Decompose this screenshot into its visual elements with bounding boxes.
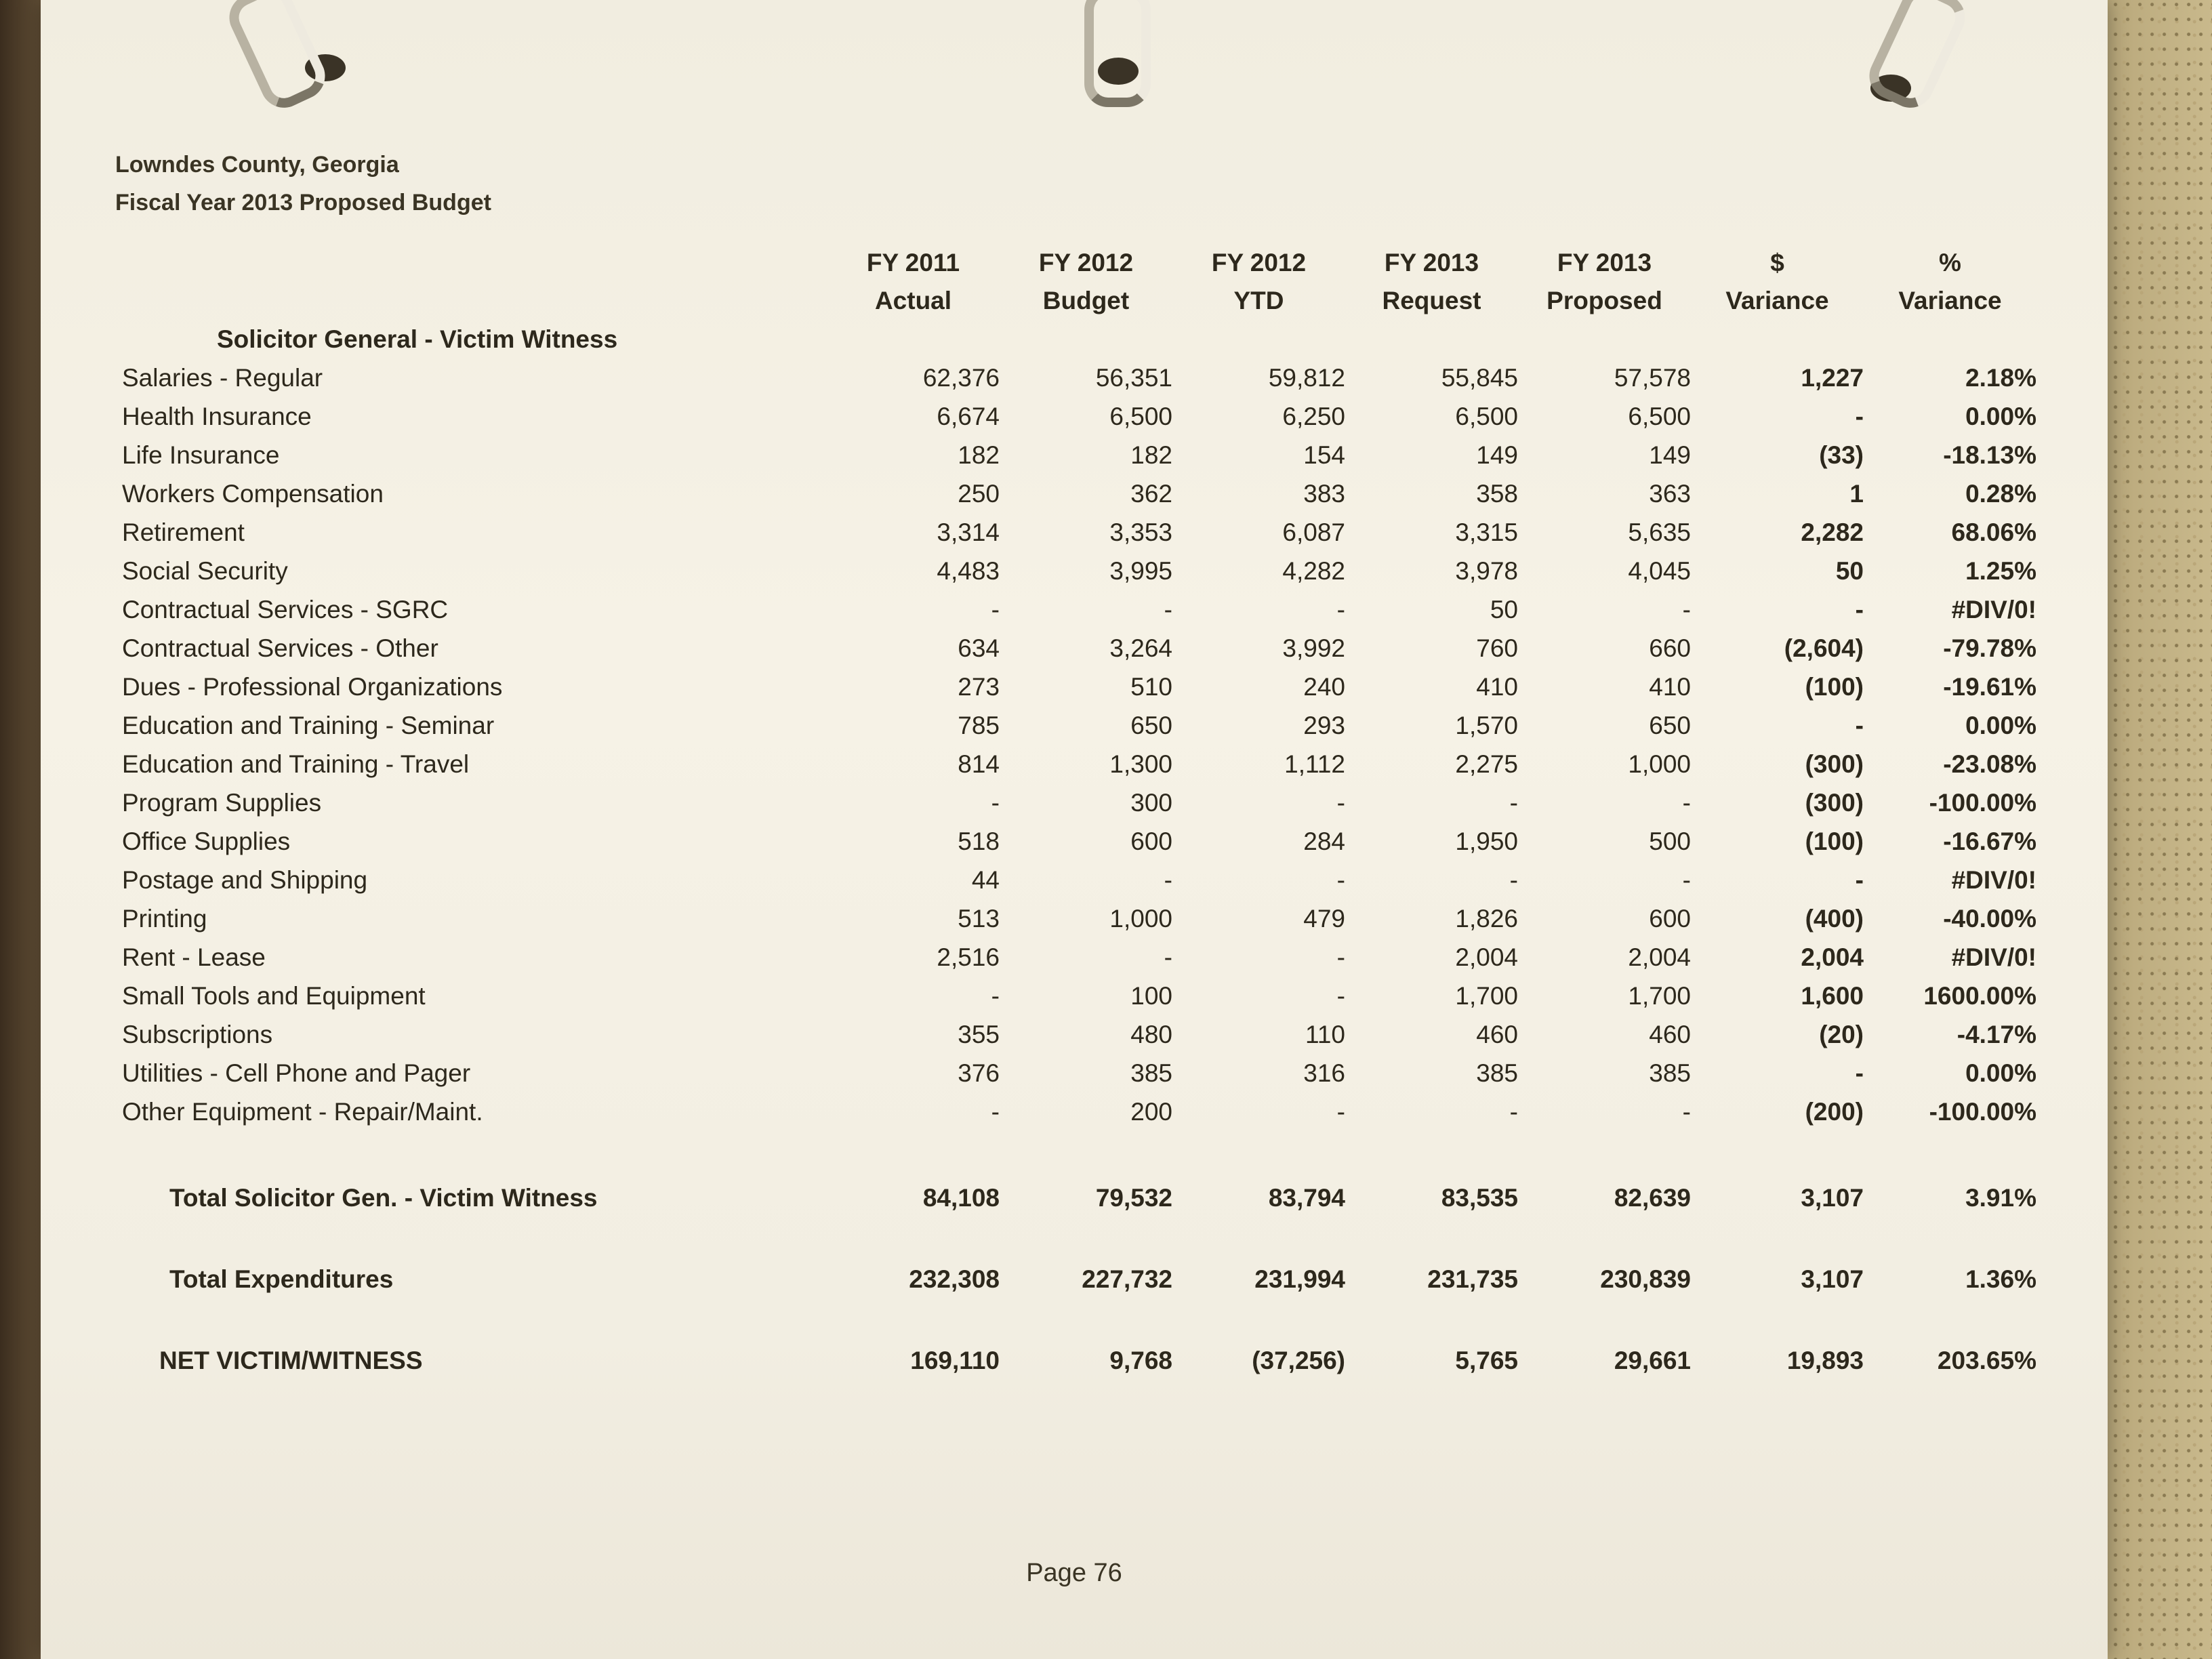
value-cell: 513 — [958, 904, 1000, 933]
page-number: Page 76 — [1026, 1559, 1122, 1587]
value-cell: -16.67% — [1943, 827, 2036, 855]
value-cell: 79,532 — [1095, 1184, 1172, 1212]
value-cell: 1,826 — [1455, 904, 1518, 933]
value-cell: 19,893 — [1786, 1347, 1864, 1374]
table-row — [122, 977, 2036, 1015]
value-cell: 6,087 — [1282, 518, 1345, 546]
value-cell: 660 — [1649, 634, 1691, 662]
value-cell: 410 — [1649, 672, 1691, 701]
value-cell: 284 — [1303, 827, 1345, 855]
value-cell: 3,314 — [937, 518, 1000, 546]
line-item-label: Education and Training - Travel — [122, 750, 470, 778]
value-cell: 6,500 — [1109, 402, 1172, 430]
table-row — [122, 513, 2036, 552]
value-cell: 760 — [1476, 634, 1518, 662]
line-item-label: Health Insurance — [122, 402, 312, 430]
line-item-label: Workers Compensation — [122, 479, 384, 508]
value-cell: 231,735 — [1427, 1265, 1518, 1293]
value-cell: 50 — [1490, 595, 1518, 623]
value-cell: (37,256) — [1252, 1347, 1345, 1374]
value-cell: 2,275 — [1455, 750, 1518, 778]
value-cell: (300) — [1805, 750, 1864, 778]
line-item-label: Postage and Shipping — [122, 865, 368, 894]
value-cell: 250 — [958, 479, 1000, 508]
value-cell: 55,845 — [1441, 363, 1518, 392]
value-cell: 3,992 — [1282, 634, 1345, 662]
value-cell: -18.13% — [1943, 441, 2036, 469]
value-cell: 203.65% — [1937, 1347, 2036, 1374]
value-cell: 56,351 — [1095, 363, 1172, 392]
value-cell: -19.61% — [1943, 672, 2036, 701]
value-cell: 230,839 — [1600, 1265, 1691, 1293]
value-cell: 5,765 — [1455, 1347, 1518, 1374]
value-cell: 84,108 — [922, 1184, 1000, 1212]
column-header: $ Variance — [1725, 249, 1829, 314]
value-cell: - — [1682, 865, 1691, 894]
total-row — [122, 1294, 2036, 1375]
value-cell: 68.06% — [1951, 518, 2036, 546]
binder-ring — [1084, 0, 1151, 107]
table-row — [122, 590, 2036, 629]
value-cell: 316 — [1303, 1059, 1345, 1087]
value-cell: -40.00% — [1943, 904, 2036, 933]
value-cell: 480 — [1130, 1020, 1172, 1048]
table-row — [122, 938, 2036, 977]
value-cell: 57,578 — [1614, 363, 1691, 392]
value-cell: #DIV/0! — [1951, 865, 2036, 894]
value-cell: 814 — [958, 750, 1000, 778]
line-item-label: Office Supplies — [122, 827, 291, 855]
value-cell: #DIV/0! — [1951, 595, 2036, 623]
value-cell: 29,661 — [1614, 1347, 1691, 1374]
value-cell: 3,978 — [1455, 556, 1518, 585]
value-cell: 1,700 — [1628, 981, 1691, 1010]
value-cell: (20) — [1819, 1020, 1864, 1048]
value-cell: 59,812 — [1268, 363, 1345, 392]
value-cell: - — [1164, 595, 1172, 623]
value-cell: 0.00% — [1965, 402, 2036, 430]
document-header — [115, 146, 491, 222]
value-cell: 362 — [1130, 479, 1172, 508]
value-cell: 4,045 — [1628, 556, 1691, 585]
value-cell: - — [991, 981, 1000, 1010]
value-cell: - — [991, 788, 1000, 817]
value-cell: 1,000 — [1109, 904, 1172, 933]
column-header-row — [122, 244, 2036, 320]
table-row — [122, 706, 2036, 745]
table-row — [122, 783, 2036, 822]
value-cell: 6,500 — [1455, 402, 1518, 430]
table-row — [122, 397, 2036, 436]
value-cell: 2,282 — [1801, 518, 1864, 546]
value-cell: (2,604) — [1784, 634, 1864, 662]
value-cell: 154 — [1303, 441, 1345, 469]
line-item-label: Small Tools and Equipment — [122, 981, 426, 1010]
value-cell: -100.00% — [1929, 788, 2036, 817]
value-cell: 4,483 — [937, 556, 1000, 585]
value-cell: - — [1855, 711, 1864, 739]
binder-ring — [222, 0, 333, 115]
table-row — [122, 899, 2036, 938]
value-cell: 9,768 — [1109, 1347, 1172, 1374]
value-cell: 3.91% — [1965, 1184, 2036, 1212]
value-cell: - — [1509, 865, 1518, 894]
value-cell: 2,516 — [937, 943, 1000, 971]
table-row — [122, 474, 2036, 513]
value-cell: 3,315 — [1455, 518, 1518, 546]
value-cell: 376 — [958, 1059, 1000, 1087]
value-cell: 0.28% — [1965, 479, 2036, 508]
county-name: Lowndes County, Georgia — [115, 152, 399, 178]
line-item-label: Subscriptions — [122, 1020, 273, 1048]
budget-page — [41, 0, 2108, 1659]
value-cell: 3,264 — [1109, 634, 1172, 662]
value-cell: 83,535 — [1441, 1184, 1518, 1212]
value-cell: (33) — [1819, 441, 1864, 469]
value-cell: -23.08% — [1943, 750, 2036, 778]
value-cell: 650 — [1649, 711, 1691, 739]
value-cell: 3,353 — [1109, 518, 1172, 546]
table-row — [122, 745, 2036, 783]
section-title: Solicitor General - Victim Witness — [217, 325, 618, 353]
value-cell: 510 — [1130, 672, 1172, 701]
value-cell: 227,732 — [1082, 1265, 1172, 1293]
value-cell: 0.00% — [1965, 711, 2036, 739]
value-cell: - — [1855, 865, 1864, 894]
table-row — [122, 552, 2036, 590]
line-item-label: Contractual Services - Other — [122, 634, 438, 662]
value-cell: 1,700 — [1455, 981, 1518, 1010]
value-cell: 3,995 — [1109, 556, 1172, 585]
value-cell: - — [1336, 595, 1345, 623]
value-cell: 149 — [1649, 441, 1691, 469]
value-cell: 410 — [1476, 672, 1518, 701]
value-cell: 460 — [1476, 1020, 1518, 1048]
value-cell: 2,004 — [1455, 943, 1518, 971]
value-cell: 385 — [1649, 1059, 1691, 1087]
value-cell: 100 — [1130, 981, 1172, 1010]
value-cell: (200) — [1805, 1097, 1864, 1126]
table-row — [122, 436, 2036, 474]
line-item-label: Life Insurance — [122, 441, 280, 469]
label-column-header — [122, 244, 827, 320]
table-row — [122, 1015, 2036, 1054]
value-cell: 785 — [958, 711, 1000, 739]
value-cell: 293 — [1303, 711, 1345, 739]
value-cell: #DIV/0! — [1951, 943, 2036, 971]
value-cell: 62,376 — [922, 363, 1000, 392]
value-cell: (100) — [1805, 672, 1864, 701]
table-row — [122, 822, 2036, 861]
value-cell: 231,994 — [1254, 1265, 1345, 1293]
value-cell: 1,300 — [1109, 750, 1172, 778]
value-cell: (300) — [1805, 788, 1864, 817]
value-cell: 1,600 — [1801, 981, 1864, 1010]
value-cell: -100.00% — [1929, 1097, 2036, 1126]
table-row — [122, 861, 2036, 899]
value-cell: 4,282 — [1282, 556, 1345, 585]
value-cell: 44 — [971, 865, 1000, 894]
value-cell: 169,110 — [910, 1347, 1000, 1374]
value-cell: 1600.00% — [1923, 981, 2036, 1010]
value-cell: 6,674 — [937, 402, 1000, 430]
line-item-label: Program Supplies — [122, 788, 322, 817]
value-cell: - — [1855, 595, 1864, 623]
value-cell: 518 — [958, 827, 1000, 855]
value-cell: - — [991, 595, 1000, 623]
line-item-label: Education and Training - Seminar — [122, 711, 495, 739]
value-cell: - — [1336, 1097, 1345, 1126]
value-cell: 1.25% — [1965, 556, 2036, 585]
value-cell: 182 — [958, 441, 1000, 469]
line-item-label: Total Solicitor Gen. - Victim Witness — [169, 1184, 598, 1212]
column-header: FY 2012 Budget — [1038, 249, 1134, 314]
value-cell: - — [1164, 865, 1172, 894]
value-cell: 363 — [1649, 479, 1691, 508]
value-cell: 6,250 — [1282, 402, 1345, 430]
value-cell: 1 — [1849, 479, 1864, 508]
value-cell: 600 — [1649, 904, 1691, 933]
table-row — [122, 1092, 2036, 1131]
value-cell: 383 — [1303, 479, 1345, 508]
value-cell: -79.78% — [1943, 634, 2036, 662]
value-cell: -4.17% — [1957, 1020, 2036, 1048]
section-title-row — [122, 320, 2036, 359]
value-cell: 82,639 — [1614, 1184, 1691, 1212]
value-cell: 3,107 — [1801, 1265, 1864, 1293]
value-cell: 200 — [1130, 1097, 1172, 1126]
line-item-label: Utilities - Cell Phone and Pager — [122, 1059, 471, 1087]
value-cell: - — [1336, 981, 1345, 1010]
line-item-label: Rent - Lease — [122, 943, 266, 971]
value-cell: 3,107 — [1801, 1184, 1864, 1212]
value-cell: - — [991, 1097, 1000, 1126]
value-cell: 0.00% — [1965, 1059, 2036, 1087]
value-cell: 1,227 — [1801, 363, 1864, 392]
line-item-label: Dues - Professional Organizations — [122, 672, 503, 701]
total-row — [122, 1212, 2036, 1294]
column-header: FY 2012 YTD — [1211, 249, 1307, 314]
value-cell: 500 — [1649, 827, 1691, 855]
column-header: FY 2013 Request — [1382, 249, 1481, 314]
value-cell: - — [1509, 788, 1518, 817]
value-cell: - — [1336, 788, 1345, 817]
line-item-label: NET VICTIM/WITNESS — [159, 1347, 423, 1374]
table-row — [122, 1054, 2036, 1092]
column-header: FY 2013 Proposed — [1547, 249, 1662, 314]
value-cell: 650 — [1130, 711, 1172, 739]
value-cell: 600 — [1130, 827, 1172, 855]
line-item-label: Retirement — [122, 518, 245, 546]
value-cell: - — [1336, 865, 1345, 894]
value-cell: 479 — [1303, 904, 1345, 933]
column-header: % Variance — [1898, 249, 2002, 314]
value-cell: - — [1164, 943, 1172, 971]
value-cell: 50 — [1835, 556, 1864, 585]
value-cell: 1,000 — [1628, 750, 1691, 778]
value-cell: 1,112 — [1284, 750, 1345, 778]
value-cell: 273 — [958, 672, 1000, 701]
line-item-label: Other Equipment - Repair/Maint. — [122, 1097, 483, 1126]
total-row — [122, 1131, 2036, 1212]
value-cell: - — [1682, 595, 1691, 623]
value-cell: 2.18% — [1965, 363, 2036, 392]
value-cell: 232,308 — [909, 1265, 1000, 1293]
value-cell: 1.36% — [1965, 1265, 2036, 1293]
value-cell: - — [1509, 1097, 1518, 1126]
value-cell: 634 — [958, 634, 1000, 662]
value-cell: 2,004 — [1801, 943, 1864, 971]
value-cell: (400) — [1805, 904, 1864, 933]
value-cell: - — [1855, 402, 1864, 430]
line-item-label: Salaries - Regular — [122, 363, 323, 392]
value-cell: 83,794 — [1268, 1184, 1345, 1212]
value-cell: 355 — [958, 1020, 1000, 1048]
column-header: FY 2011 Actual — [866, 249, 960, 314]
table-row — [122, 629, 2036, 668]
value-cell: 460 — [1649, 1020, 1691, 1048]
value-cell: (100) — [1805, 827, 1864, 855]
budget-title: Fiscal Year 2013 Proposed Budget — [115, 190, 491, 216]
budget-table — [122, 244, 2036, 1375]
value-cell: 240 — [1303, 672, 1345, 701]
value-cell: - — [1682, 788, 1691, 817]
table-row — [122, 668, 2036, 706]
value-cell: 385 — [1130, 1059, 1172, 1087]
table-row — [122, 359, 2036, 397]
value-cell: 149 — [1476, 441, 1518, 469]
value-cell: 6,500 — [1628, 402, 1691, 430]
value-cell: 358 — [1476, 479, 1518, 508]
value-cell: - — [1682, 1097, 1691, 1126]
value-cell: 1,570 — [1455, 711, 1518, 739]
value-cell: 385 — [1476, 1059, 1518, 1087]
value-cell: - — [1855, 1059, 1864, 1087]
value-cell: 1,950 — [1455, 827, 1518, 855]
line-item-label: Contractual Services - SGRC — [122, 595, 449, 623]
value-cell: - — [1336, 943, 1345, 971]
value-cell: 300 — [1130, 788, 1172, 817]
value-cell: 182 — [1130, 441, 1172, 469]
line-item-label: Total Expenditures — [169, 1265, 394, 1293]
value-cell: 5,635 — [1628, 518, 1691, 546]
line-item-label: Printing — [122, 904, 207, 933]
line-item-label: Social Security — [122, 556, 288, 585]
value-cell: 110 — [1305, 1020, 1345, 1048]
value-cell: 2,004 — [1628, 943, 1691, 971]
